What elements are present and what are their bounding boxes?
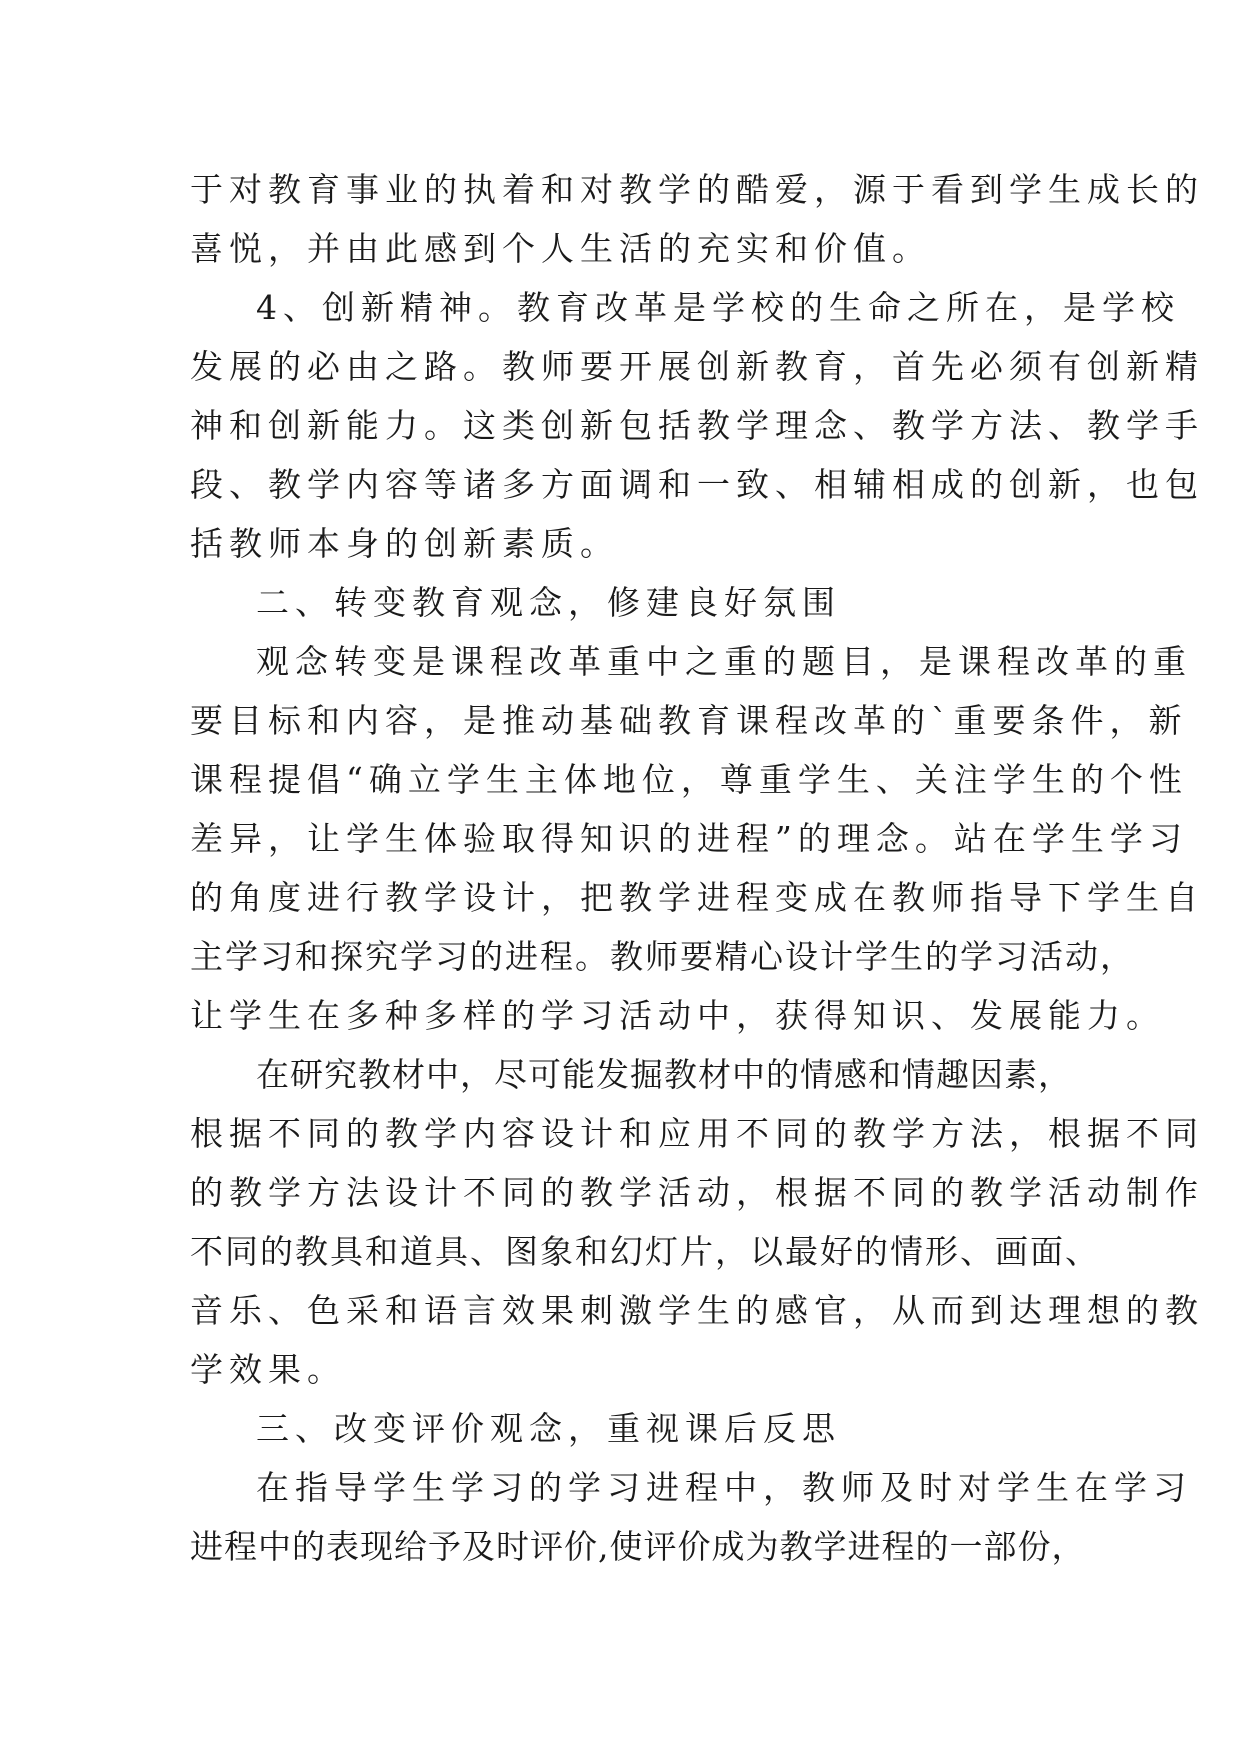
text-line: 进程中的表现给予及时评价,使评价成为教学进程的一部份， bbox=[190, 1527, 1086, 1566]
body-text bbox=[190, 160, 1204, 1576]
text-line: 差异，让学生体验取得知识的进程”的理念。站在学生学习 bbox=[190, 819, 1188, 858]
paragraph-start-line: 观念转变是课程改革重中之重的题目，是课程改革的重 bbox=[256, 642, 1192, 681]
text-line: 主学习和探究学习的进程。教师要精心设计学生的学习活动， bbox=[190, 937, 1135, 976]
paragraph-start-line: 在研究教材中，尽可能发掘教材中的情感和情趣因素， bbox=[256, 1055, 1072, 1094]
text-line: 的教学方法设计不同的教学活动，根据不同的教学活动制作 bbox=[190, 1173, 1204, 1212]
text-line: 要目标和内容，是推动基础教育课程改革的`重要条件，新 bbox=[190, 701, 1188, 740]
paragraph-start-line: 4、创新精神。教育改革是学校的生命之所在，是学校 bbox=[256, 288, 1180, 327]
text-line: 神和创新能力。这类创新包括教学理念、教学方法、教学手 bbox=[190, 406, 1204, 445]
text-line: 的角度进行教学设计，把教学进程变成在教师指导下学生自 bbox=[190, 878, 1204, 917]
text-line: 于对教育事业的执着和对教学的酷爱，源于看到学生成长的 bbox=[190, 170, 1204, 209]
text-line: 音乐、色采和语言效果刺激学生的感官，从而到达理想的教 bbox=[190, 1291, 1204, 1330]
section-heading: 二、转变教育观念，修建良好氛围 bbox=[256, 583, 841, 622]
text-line: 括教师本身的创新素质。 bbox=[190, 524, 619, 563]
text-line: 学效果。 bbox=[190, 1350, 346, 1389]
text-line: 课程提倡“确立学生主体地位，尊重学生、关注学生的个性 bbox=[190, 760, 1188, 799]
section-heading: 三、改变评价观念，重视课后反思 bbox=[256, 1409, 841, 1448]
text-line: 不同的教具和道具、图象和幻灯片，以最好的情形、画面、 bbox=[190, 1232, 1100, 1271]
text-line: 喜悦，并由此感到个人生活的充实和价值。 bbox=[190, 229, 931, 268]
text-line: 根据不同的教学内容设计和应用不同的教学方法，根据不同 bbox=[190, 1114, 1204, 1153]
text-line: 发展的必由之路。教师要开展创新教育，首先必须有创新精 bbox=[190, 347, 1204, 386]
text-line: 段、教学内容等诸多方面调和一致、相辅相成的创新，也包 bbox=[190, 465, 1204, 504]
paragraph-start-line: 在指导学生学习的学习进程中，教师及时对学生在学习 bbox=[256, 1468, 1192, 1507]
text-line: 让学生在多种多样的学习活动中，获得知识、发展能力。 bbox=[190, 996, 1165, 1035]
